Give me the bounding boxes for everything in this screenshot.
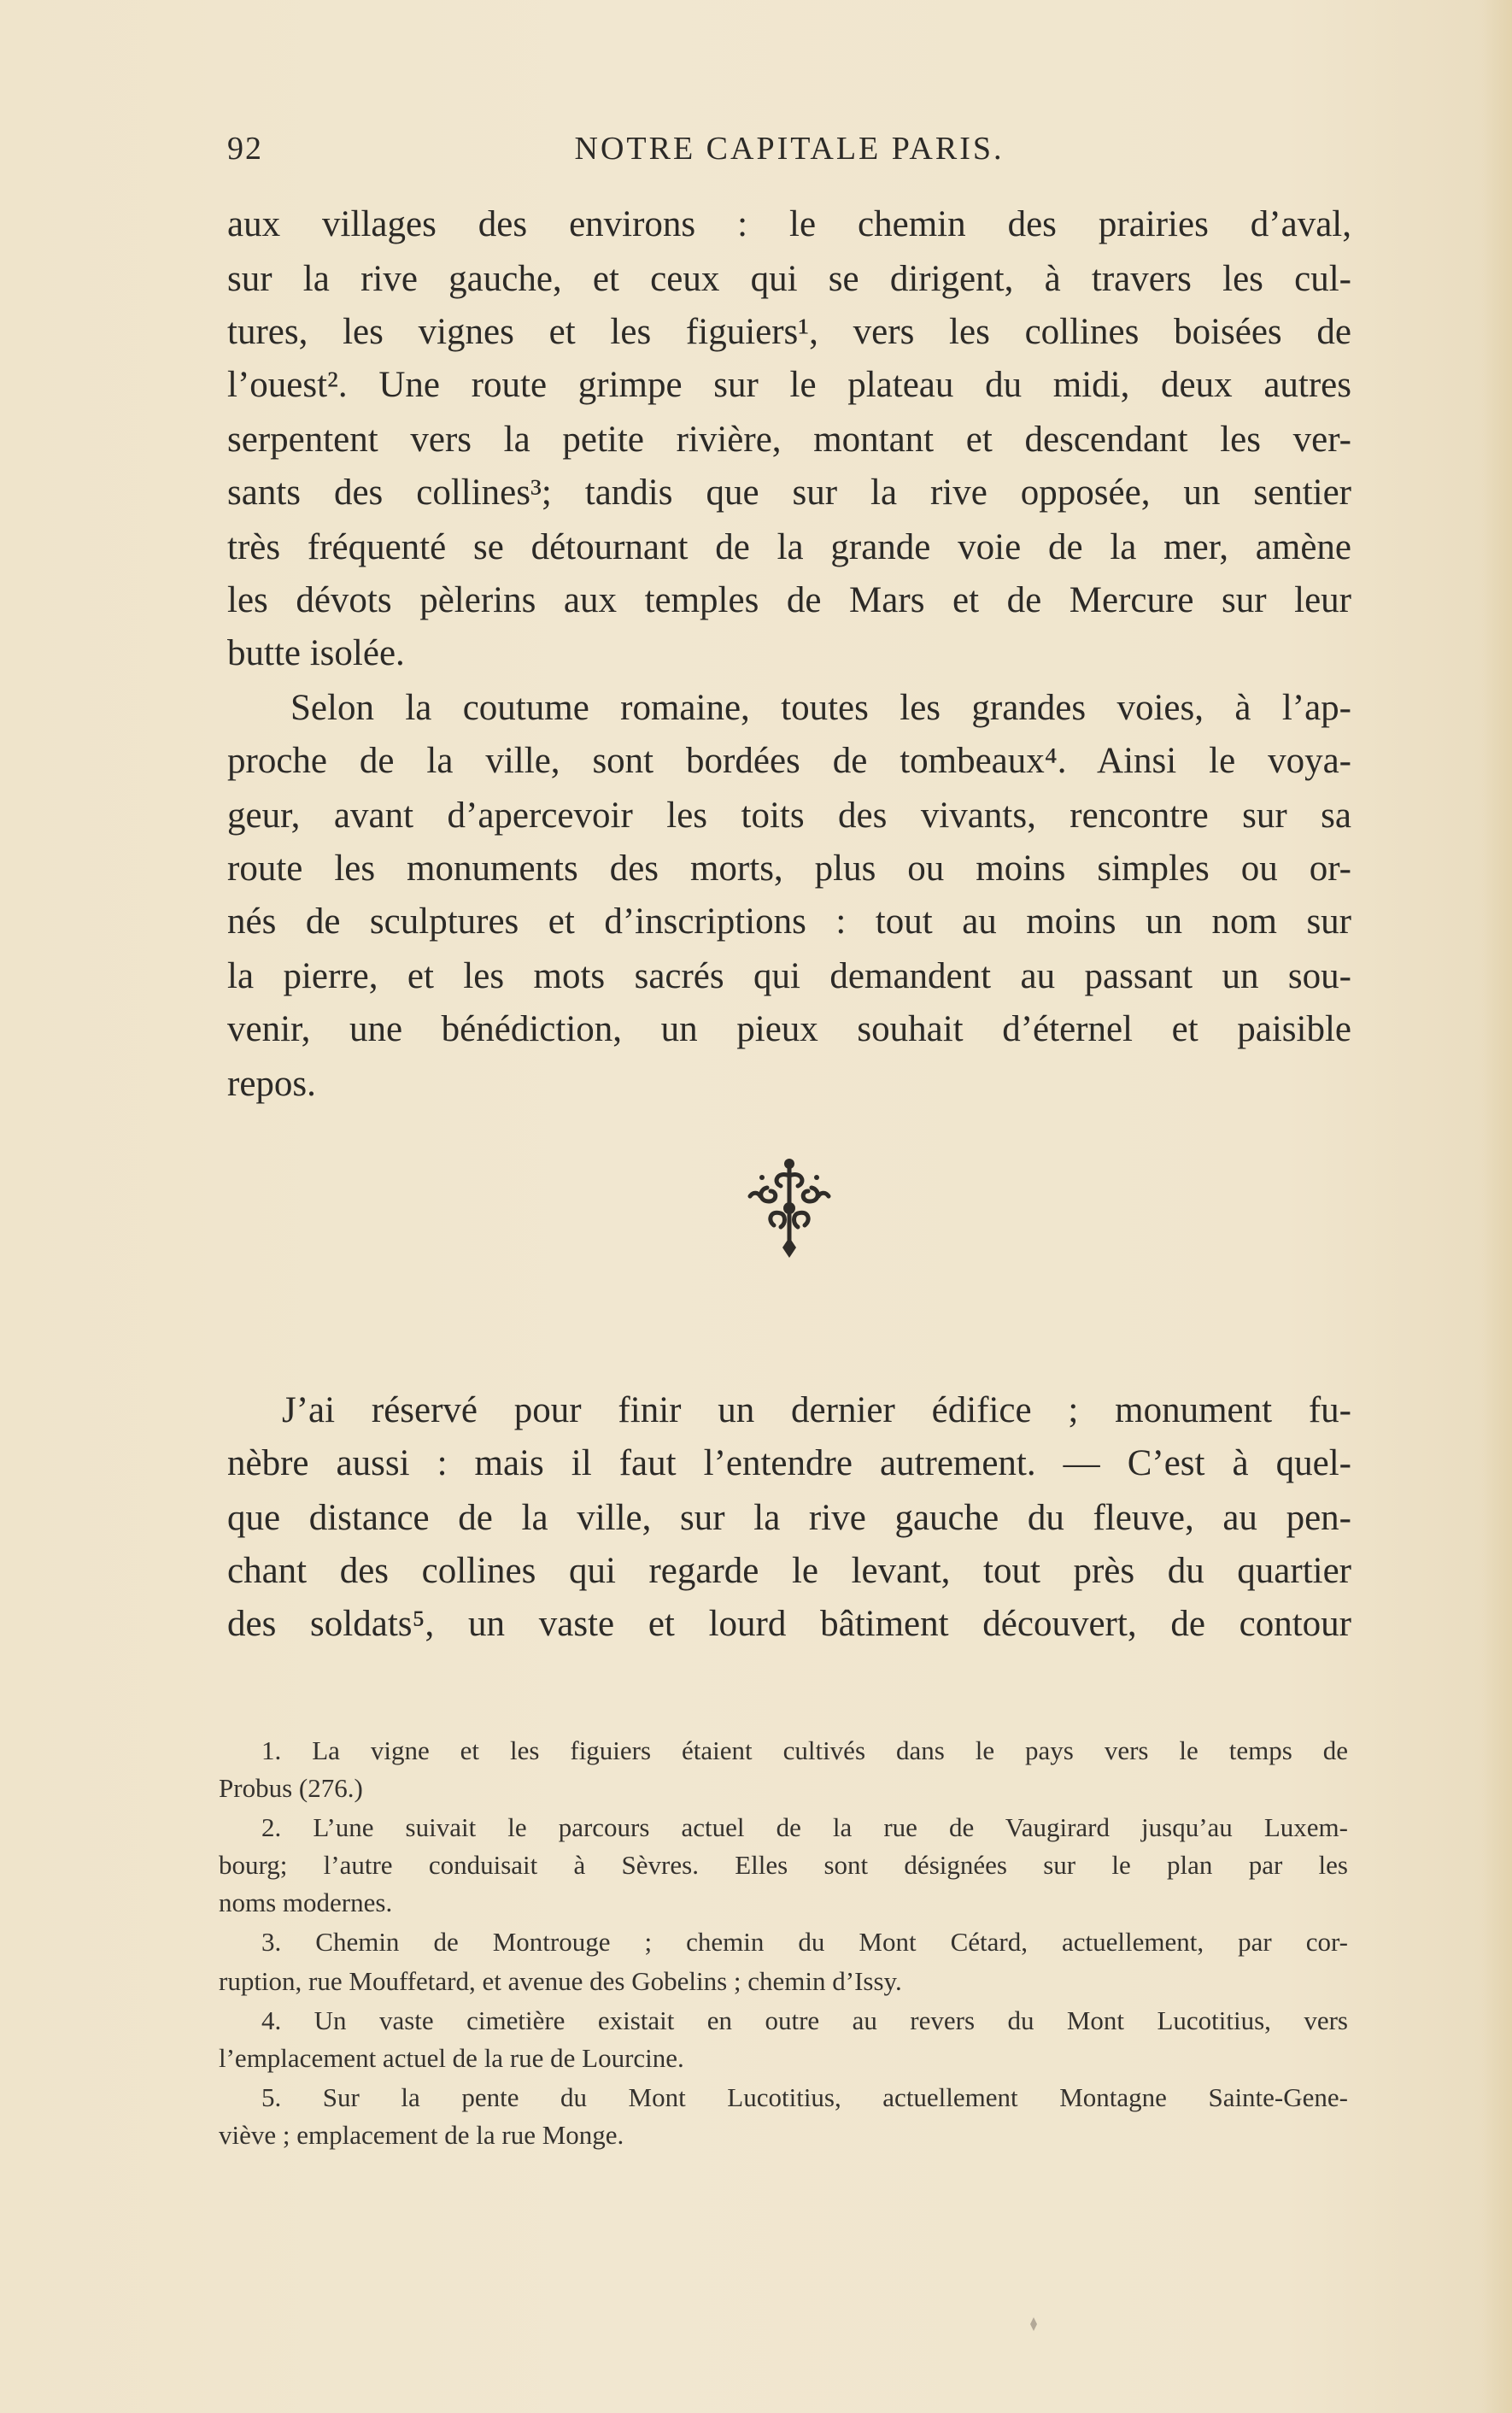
text-line: la pierre, et les mots sacrés qui demandent au passant un sou- bbox=[227, 956, 1351, 996]
text-line: J’ai réservé pour finir un dernier édifice ; monument fu- bbox=[282, 1390, 1351, 1430]
text-line: sur la rive gauche, et ceux qui se dirigent, à travers les cul- bbox=[227, 259, 1351, 299]
footnote-2-end: noms modernes. bbox=[219, 1888, 393, 1917]
footnote-1-cont: Probus (276.) bbox=[219, 1773, 363, 1803]
text-line: proche de la ville, sont bordées de tombeaux⁴. Ainsi le voya- bbox=[227, 741, 1351, 781]
page-edge-shadow bbox=[1481, 0, 1512, 2413]
text-line: sants des collines³; tandis que sur la rive opposée, un sentier bbox=[227, 473, 1351, 513]
running-title: NOTRE CAPITALE PARIS. bbox=[574, 131, 1005, 167]
footnote-4: 4. Un vaste cimetière existait en outre au revers du Mont Lucotitius, vers bbox=[261, 2005, 1348, 2035]
text-line: geur, avant d’apercevoir les toits des vivants, rencontre sur sa bbox=[227, 796, 1351, 836]
footnote-5-cont: viève ; emplacement de la rue Monge. bbox=[219, 2120, 624, 2150]
text-line: route les monuments des morts, plus ou moins simples ou or- bbox=[227, 848, 1351, 889]
footnote-2: 2. L’une suivait le parcours actuel de la rue de Vaugirard jusqu’au Luxem- bbox=[261, 1812, 1348, 1842]
text-line: chant des collines qui regarde le levant, tout près du quartier bbox=[227, 1551, 1351, 1591]
footnote-2-cont: bourg; l’autre conduisait à Sèvres. Elles sont désignées sur le plan par les bbox=[219, 1850, 1348, 1880]
ink-speck bbox=[1025, 2316, 1042, 2333]
footnote-3: 3. Chemin de Montrouge ; chemin du Mont Cétard, actuellement, par cor- bbox=[261, 1927, 1348, 1957]
text-line: nèbre aussi : mais il faut l’entendre autrement. — C’est à quel- bbox=[227, 1443, 1351, 1483]
text-line: très fréquenté se détournant de la grande voie de la mer, amène bbox=[227, 527, 1351, 567]
text-line: butte isolée. bbox=[227, 633, 405, 673]
footnote-3-cont: ruption, rue Mouffetard, et avenue des Gobelins ; chemin d’Issy. bbox=[219, 1966, 902, 1996]
text-line: que distance de la ville, sur la rive gauche du fleuve, au pen- bbox=[227, 1498, 1351, 1538]
text-line: des soldats⁵, un vaste et lourd bâtiment découvert, de contour bbox=[227, 1604, 1351, 1644]
text-line: venir, une bénédiction, un pieux souhait d’éternel et paisible bbox=[227, 1009, 1351, 1049]
running-header bbox=[227, 130, 1351, 173]
text-line: l’ouest². Une route grimpe sur le plateau du midi, deux autres bbox=[227, 365, 1351, 405]
fleuron-ornament-icon bbox=[733, 1159, 846, 1278]
text-line: nés de sculptures et d’inscriptions : tout au moins un nom sur bbox=[227, 901, 1351, 942]
text-line: les dévots pèlerins aux temples de Mars et de Mercure sur leur bbox=[227, 580, 1351, 620]
footnote-1: 1. La vigne et les figuiers étaient cultivés dans le pays vers le temps de bbox=[261, 1735, 1348, 1765]
footnote-4-cont: l’emplacement actuel de la rue de Lourcine. bbox=[219, 2043, 684, 2073]
footnote-5: 5. Sur la pente du Mont Lucotitius, actuellement Montagne Sainte-Gene- bbox=[261, 2082, 1348, 2112]
text-line: serpentent vers la petite rivière, montant et descendant les ver- bbox=[227, 420, 1351, 460]
page-number: 92 bbox=[227, 131, 263, 167]
text-line: repos. bbox=[227, 1064, 316, 1104]
text-line: Selon la coutume romaine, toutes les grandes voies, à l’ap- bbox=[290, 688, 1351, 728]
text-line: aux villages des environs : le chemin des prairies d’aval, bbox=[227, 204, 1351, 244]
text-line: tures, les vignes et les figuiers¹, vers les collines boisées de bbox=[227, 312, 1351, 352]
